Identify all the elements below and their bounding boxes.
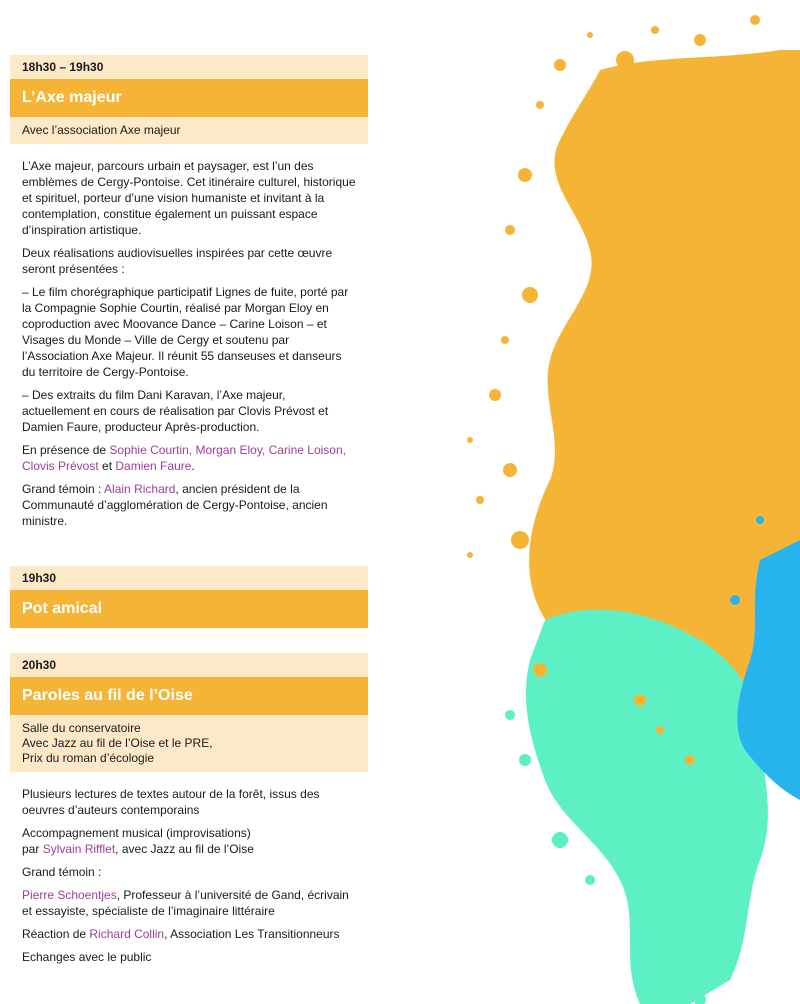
music-rest: , avec Jazz au fil de l’Oise bbox=[115, 842, 254, 856]
witness-label: Grand témoin : bbox=[22, 865, 102, 879]
reaction-prefix: Réaction de bbox=[22, 927, 90, 941]
presence-end: . bbox=[191, 459, 195, 473]
paragraph: – Le film chorégraphique participatif Lignes de fuite, porté par la Compagnie Sophie Courtin, réalisé par Morgan Eloy en coproduction avec Moovance Dance – Carine Loison – et Visages du Monde – Ville de Cergy et soutenu par l’Association Axe Majeur. Il réunit 55 danseuses et danseurs du territoire de Cergy-Pontoise. bbox=[22, 285, 349, 379]
reaction-paragraph bbox=[22, 926, 356, 942]
reaction-rest: , Association Les Transitionneurs bbox=[164, 927, 340, 941]
reaction-name: Richard Collin bbox=[89, 927, 165, 941]
subtitle-line: Prix du roman d’écologie bbox=[22, 751, 155, 765]
witness-paragraph bbox=[22, 887, 356, 919]
presence-last-name: Damien Faure bbox=[115, 459, 192, 473]
time-slot-2: 19h30 bbox=[10, 566, 368, 590]
witness-name: Alain Richard bbox=[104, 482, 176, 496]
section-subtitle: Avec l’association Axe majeur bbox=[10, 117, 368, 144]
witness-prefix: Grand témoin : bbox=[22, 482, 105, 496]
section-body-3 bbox=[10, 772, 368, 965]
paragraph: Deux réalisations audiovisuelles inspirées par cette œuvre seront présentées : bbox=[22, 246, 333, 276]
subtitle-line: Avec Jazz au fil de l’Oise et le PRE, bbox=[22, 736, 213, 750]
witness-rest: , ancien président de la Communauté d’agglomération de Cergy-Pontoise, ancien ministre. bbox=[22, 482, 328, 528]
paragraph: Plusieurs lectures de textes autour de la forêt, issus des oeuvres d’auteurs contemporains bbox=[22, 787, 320, 817]
section-title-pot-amical: Pot amical bbox=[10, 590, 368, 628]
section-title-paroles: Paroles au fil de l’Oise bbox=[10, 677, 368, 715]
paragraph: – Des extraits du film Dani Karavan, l’Axe majeur, actuellement en cours de réalisation par Clovis Prévost et Damien Faure, producteur Après-production. bbox=[22, 388, 329, 434]
witness-paragraph bbox=[22, 481, 356, 529]
presence-paragraph bbox=[22, 442, 356, 474]
section-subtitle-3 bbox=[10, 715, 368, 772]
presence-names: Sophie Courtin, Morgan Eloy, Carine Loison, Clovis Prévost bbox=[22, 443, 346, 473]
time-slot-3: 20h30 bbox=[10, 653, 368, 677]
subtitle-line: Salle du conservatoire bbox=[22, 721, 141, 735]
program-column bbox=[10, 55, 368, 972]
paragraph: L’Axe majeur, parcours urbain et paysager, est l’un des emblèmes de Cergy-Pontoise. Cet itinéraire culturel, historique et spirituel, porteur d’une vision humaniste et invitant à la contemplation, constitue également un puissant espace d’inspiration artistique. bbox=[22, 159, 356, 237]
music-line: Accompagnement musical (improvisations) bbox=[22, 826, 251, 840]
music-paragraph bbox=[22, 825, 356, 857]
section-title-axe-majeur: L’Axe majeur bbox=[10, 79, 368, 117]
witness-rest: , Professeur à l’université de Gand, écrivain et essayiste, spécialiste de l’imaginaire littéraire bbox=[22, 888, 349, 918]
time-slot-1: 18h30 – 19h30 bbox=[10, 55, 368, 79]
witness-name: Pierre Schoentjes bbox=[22, 888, 117, 902]
exchange-paragraph: Echanges avec le public bbox=[22, 950, 152, 964]
presence-prefix: En présence de bbox=[22, 443, 110, 457]
music-name: Sylvain Rifflet bbox=[42, 842, 116, 856]
presence-and: et bbox=[98, 459, 116, 473]
section-body-1 bbox=[10, 144, 368, 529]
music-prefix: par bbox=[22, 842, 43, 856]
